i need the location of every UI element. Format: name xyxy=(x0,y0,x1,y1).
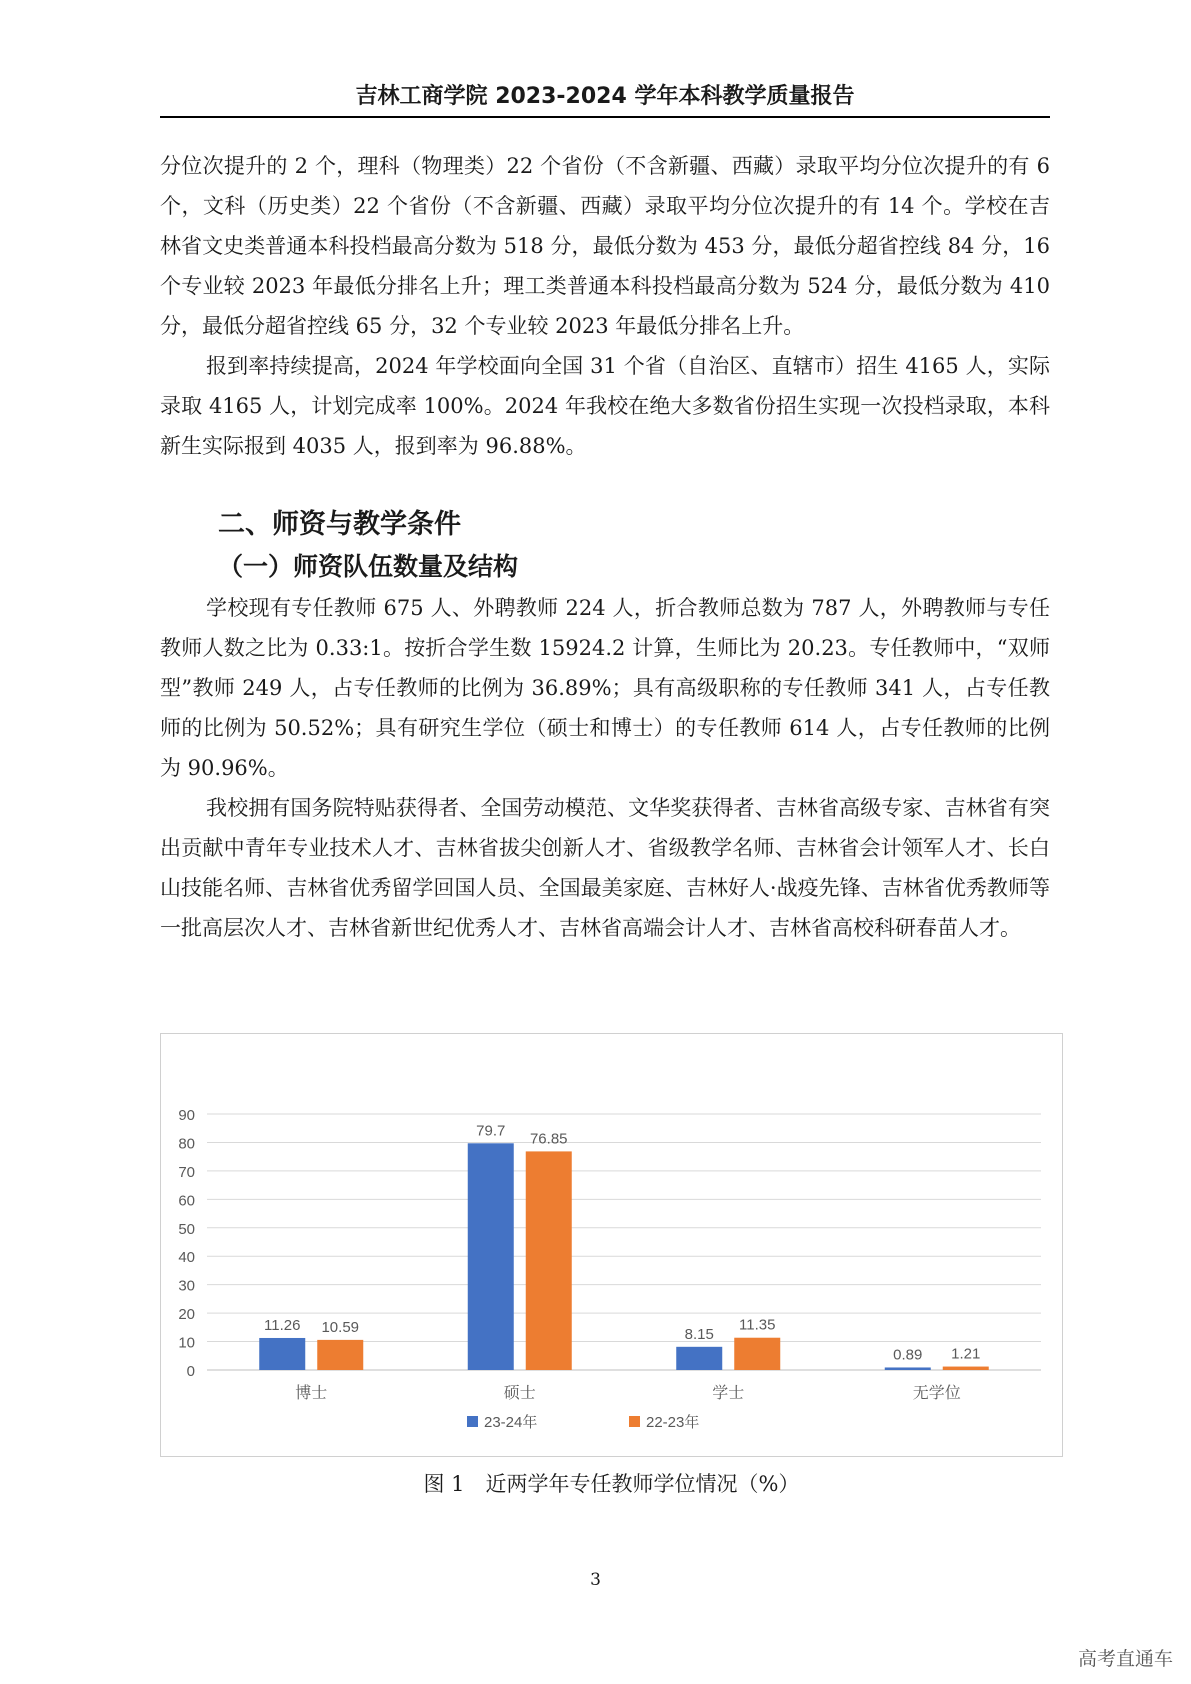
page-header: 吉林工商学院 2023-2024 学年本科教学质量报告 xyxy=(355,84,855,109)
x-tick-label: 博士 xyxy=(295,1385,328,1402)
bar-series-2 xyxy=(317,1340,363,1370)
legend-swatch xyxy=(629,1416,640,1427)
y-tick-label: 10 xyxy=(178,1334,195,1352)
legend-swatch xyxy=(467,1416,478,1427)
paragraph-enrollment-rate: 报到率持续提高，2024 年学校面向全国 31 个省（自治区、直辖市）招生 4165 人，实际录取 4165 人，计划完成率 100%。2024 年我校在绝大多数省份招生实现一次投档录取，本科新生实际报到 4035 人，报到率为 96.88%。 xyxy=(160,354,1050,458)
x-tick-label: 硕士 xyxy=(503,1385,536,1402)
data-label: 8.15 xyxy=(684,1325,714,1343)
bar-series-1 xyxy=(259,1338,305,1370)
data-label: 10.59 xyxy=(321,1318,360,1336)
header-rule xyxy=(160,116,1050,118)
x-tick-label: 学士 xyxy=(712,1385,745,1402)
y-tick-label: 0 xyxy=(186,1363,195,1380)
paragraph-talents: 我校拥有国务院特贴获得者、全国劳动模范、文华奖获得者、吉林省高级专家、吉林省有突出贡献中青年专业技术人才、吉林省拔尖创新人才、省级教学名师、吉林省会计领军人才、长白山技能名师、吉林省优秀留学回国人员、全国最美家庭、吉林好人·战疫先锋、吉林省优秀教师等一批高层次人才、吉林省新世纪优秀人才、吉林省高端会计人才、吉林省高校科研春苗人才。 xyxy=(160,796,1050,940)
data-label: 11.35 xyxy=(739,1316,776,1334)
y-tick-label: 20 xyxy=(178,1306,195,1324)
y-tick-label: 40 xyxy=(178,1249,195,1267)
watermark-text: 高考直通车 xyxy=(1077,1648,1173,1670)
figure-caption: 图 1 近两学年专任教师学位情况（%） xyxy=(423,1472,800,1496)
paragraph-teacher-numbers: 学校现有专任教师 675 人、外聘教师 224 人，折合教师总数为 787 人，外聘教师与专任教师人数之比为 0.33:1。按折合学生数 15924.2 计算，生师比为 20.23。专任教师中，“双师型”教师 249 人，占专任教师的比例为 36.89%；具有高级职称的专任教师 341 人，占专任教师的比例为 50.52%；具有研究生学位（硕士和博士）的专任教师 614 人，占专任教师的比例为 90.96%。 xyxy=(160,596,1050,780)
y-tick-label: 70 xyxy=(178,1163,195,1181)
paragraph-admission-scores: 分位次提升的 2 个，理科（物理类）22 个省份（不含新疆、西藏）录取平均分位次提升的有 6 个，文科（历史类）22 个省份（不含新疆、西藏）录取平均分位次提升的有 14 个。学校在吉林省文史类普通本科投档最高分数为 518 分，最低分数为 453 分，最低分超省控线 84 分，16 个专业较 2023 年最低分排名上升；理工类普通本科投档最高分数为 524 分，最低分数为 410 分，最低分超省控线 65 分，32 个专业较 2023 年最低分排名上升。 xyxy=(160,154,1050,338)
subsection-heading: （一）师资队伍数量及结构 xyxy=(218,552,519,581)
bar-series-1 xyxy=(885,1367,931,1370)
degree-bar-chart xyxy=(160,1033,1063,1457)
section-heading: 二、师资与教学条件 xyxy=(218,509,461,540)
y-tick-label: 30 xyxy=(178,1277,195,1295)
y-tick-label: 80 xyxy=(178,1135,195,1153)
page-number: 3 xyxy=(590,1570,601,1590)
legend-label: 23-24年 xyxy=(484,1414,538,1431)
bar-series-2 xyxy=(943,1367,989,1370)
bar-series-2 xyxy=(734,1338,780,1370)
bar-series-1 xyxy=(468,1143,514,1370)
data-label: 76.85 xyxy=(529,1130,568,1148)
y-tick-label: 60 xyxy=(178,1192,195,1210)
legend-label: 22-23年 xyxy=(646,1414,700,1431)
data-label: 0.89 xyxy=(893,1346,923,1364)
data-label: 1.21 xyxy=(951,1345,981,1363)
data-label: 79.7 xyxy=(476,1122,506,1140)
body-text-top xyxy=(160,146,1050,466)
data-label: 11.26 xyxy=(264,1316,301,1334)
bar-series-1 xyxy=(676,1347,722,1370)
bar-series-2 xyxy=(526,1151,572,1370)
y-tick-label: 50 xyxy=(178,1220,195,1238)
chart-canvas xyxy=(161,1034,1062,1456)
x-tick-label: 无学位 xyxy=(912,1385,961,1402)
y-tick-label: 90 xyxy=(178,1107,195,1124)
body-text-bottom xyxy=(160,588,1050,948)
